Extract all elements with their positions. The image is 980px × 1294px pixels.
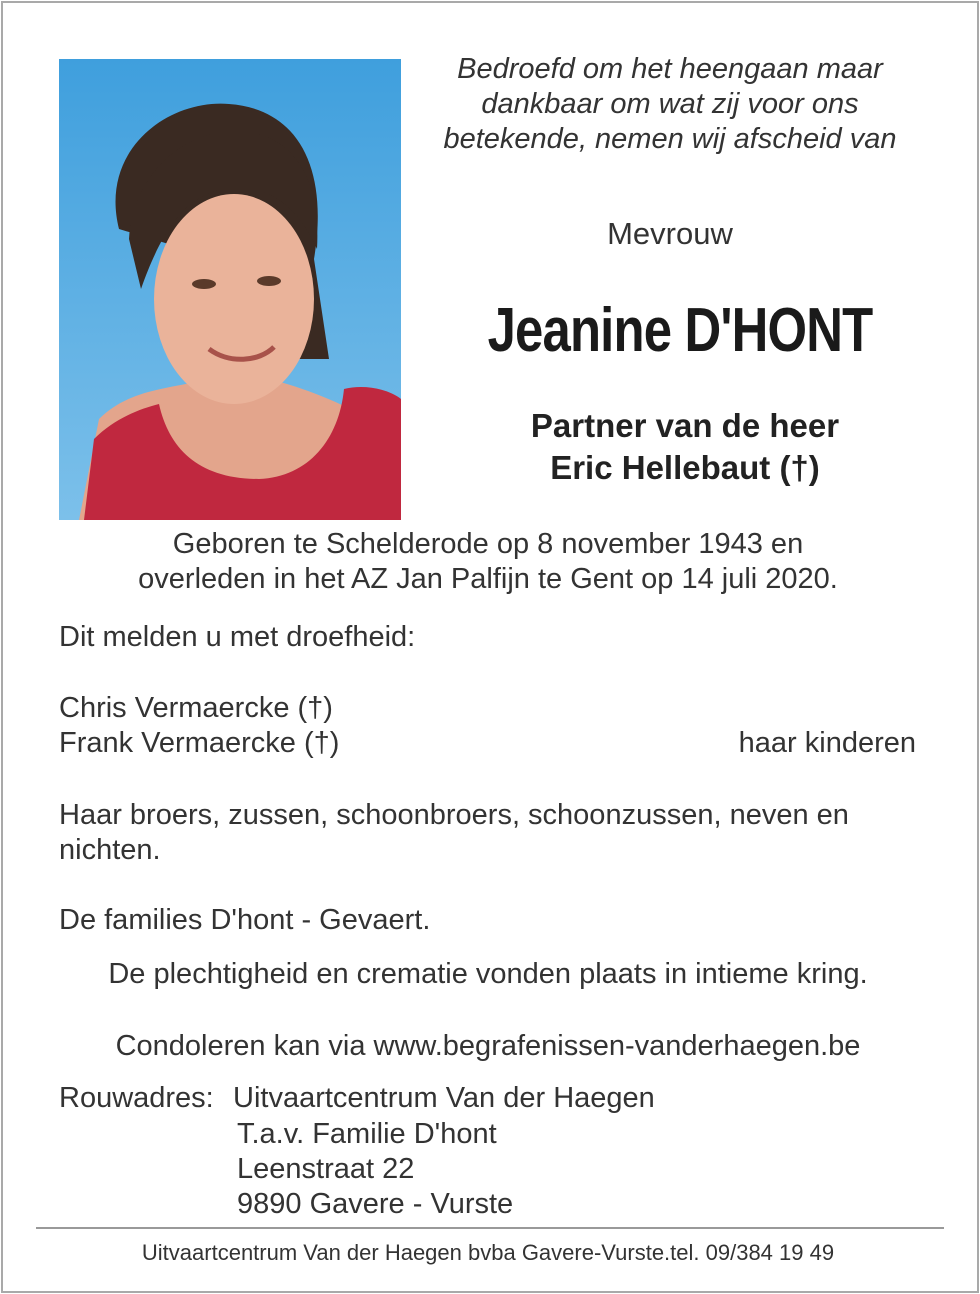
birth-death-text xyxy=(0,527,976,597)
footer-text: Uitvaartcentrum Van der Haegen bvba Gavere-Vurste.tel. 09/384 19 49 xyxy=(141,1240,835,1265)
born-line-2: overleden in het AZ Jan Palfijn te Gent op 14 juli 2020. xyxy=(138,563,838,595)
ceremony-text: De plechtigheid en crematie vonden plaats in intieme kring. xyxy=(108,958,868,990)
condolences-text: Condoleren kan via www.begrafenissen-vanderhaegen.be xyxy=(115,1030,861,1062)
child-1: Chris Vermaercke (†) xyxy=(59,692,333,724)
portrait-photo xyxy=(59,59,401,520)
child-2: Frank Vermaercke (†) xyxy=(59,727,340,759)
announce-text: Dit melden u met droefheid: xyxy=(59,621,416,653)
intro-line-1: Bedroefd om het heengaan maar xyxy=(457,53,883,85)
intro-text xyxy=(420,52,920,157)
relatives-line-2: nichten. xyxy=(59,834,161,866)
address-label: Rouwadres: xyxy=(59,1082,214,1114)
partner-line-1: Partner van de heer xyxy=(530,407,840,444)
intro-line-3: betekende, nemen wij afscheid van xyxy=(443,123,897,155)
honorific: Mevrouw xyxy=(607,216,733,251)
intro-line-2: dankbaar om wat zij voor ons xyxy=(481,88,859,120)
children-relation: haar kinderen xyxy=(738,727,916,759)
address-line-3: Leenstraat 22 xyxy=(237,1153,415,1185)
families-text: De families D'hont - Gevaert. xyxy=(59,904,431,936)
relatives-line-1: Haar broers, zussen, schoonbroers, schoonzussen, neven en xyxy=(59,799,849,831)
partner-text xyxy=(420,405,950,489)
partner-line-2: Eric Hellebaut (†) xyxy=(550,449,820,486)
address-line-2: T.a.v. Familie D'hont xyxy=(237,1118,497,1150)
address-line-4: 9890 Gavere - Vurste xyxy=(237,1188,514,1220)
footer-divider xyxy=(36,1227,944,1229)
born-line-1: Geboren te Schelderode op 8 november 1943 en xyxy=(172,528,804,560)
deceased-name: Jeanine D'HONT xyxy=(487,296,873,365)
address-line-1: Uitvaartcentrum Van der Haegen xyxy=(233,1082,655,1114)
